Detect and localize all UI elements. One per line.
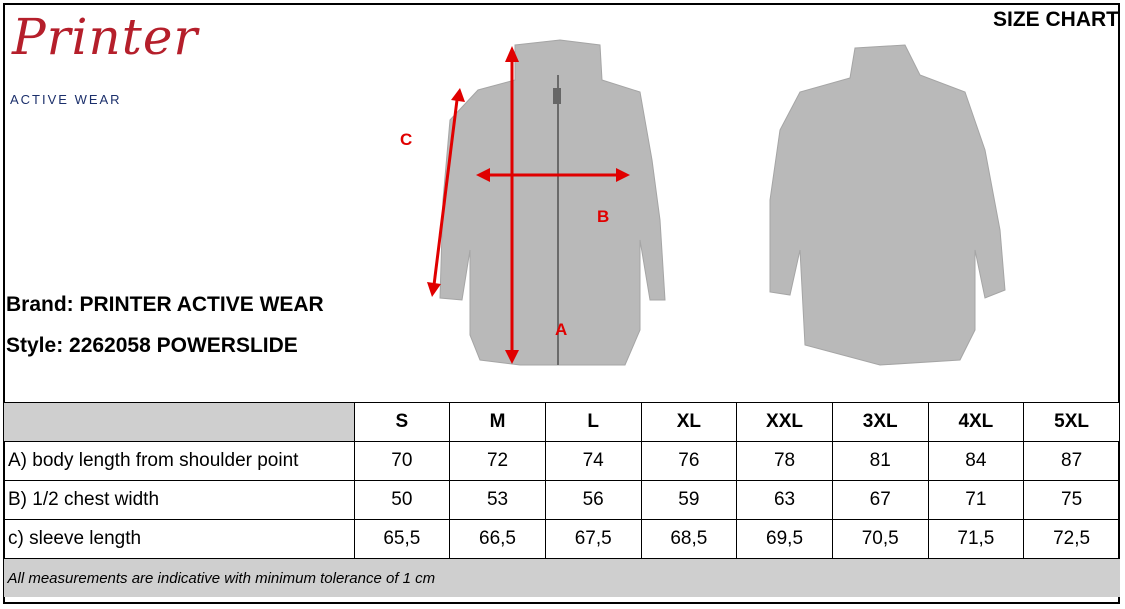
table-cell: 59 [641,481,737,520]
table-cell: 72,5 [1024,520,1120,559]
row-label: A) body length from shoulder point [4,442,355,481]
marker-b: B [597,207,610,226]
row-label: c) sleeve length [4,520,355,559]
table-cell: 67,5 [545,520,641,559]
table-cell: 84 [928,442,1024,481]
table-row [4,520,1120,559]
size-header: 5XL [1024,403,1120,442]
size-header: 4XL [928,403,1024,442]
table-cell: 71 [928,481,1024,520]
table-cell: 75 [1024,481,1120,520]
table-cell: 53 [450,481,546,520]
table-cell: 66,5 [450,520,546,559]
table-cell: 71,5 [928,520,1024,559]
header-blank-cell [4,403,355,442]
jacket-back [770,45,1005,365]
size-header-row [4,403,1120,442]
table-cell: 69,5 [737,520,833,559]
footnote: All measurements are indicative with minimum tolerance of 1 cm [4,559,1120,598]
table-cell: 65,5 [354,520,450,559]
size-header: L [545,403,641,442]
logo-script: Printer [12,8,199,66]
brand-line: Brand: PRINTER ACTIVE WEAR [6,293,324,316]
size-header: 3XL [832,403,928,442]
table-cell: 56 [545,481,641,520]
table-cell: 67 [832,481,928,520]
footnote-row [4,559,1120,598]
table-cell: 63 [737,481,833,520]
table-cell: 70,5 [832,520,928,559]
page-title: SIZE CHART [993,8,1119,31]
size-header: S [354,403,450,442]
style-line: Style: 2262058 POWERSLIDE [6,334,298,357]
table-cell: 87 [1024,442,1120,481]
marker-c: C [400,130,413,149]
table-cell: 68,5 [641,520,737,559]
marker-a: A [555,320,568,339]
size-header: M [450,403,546,442]
table-cell: 76 [641,442,737,481]
size-header: XL [641,403,737,442]
table-cell: 72 [450,442,546,481]
table-cell: 81 [832,442,928,481]
table-cell: 50 [354,481,450,520]
row-label: B) 1/2 chest width [4,481,355,520]
table-cell: 78 [737,442,833,481]
table-row [4,442,1120,481]
size-header: XXL [737,403,833,442]
table-cell: 74 [545,442,641,481]
size-table [3,402,1120,597]
table-cell: 70 [354,442,450,481]
table-row [4,481,1120,520]
jacket-front [440,40,665,365]
logo-subtitle: ACTIVE WEAR [10,92,122,107]
